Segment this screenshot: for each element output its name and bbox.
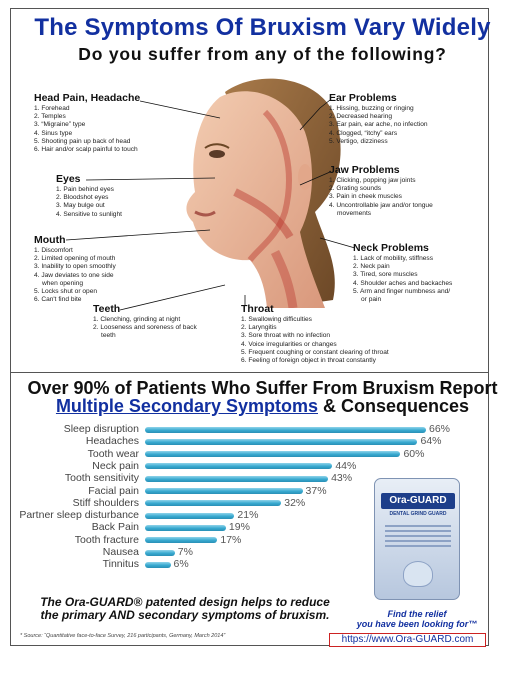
symptom-item: 2. Grating sounds — [329, 185, 382, 193]
product-package — [374, 478, 460, 600]
bar — [145, 513, 234, 519]
bar-value: 7% — [177, 546, 193, 558]
bar — [145, 488, 303, 494]
group-title: Teeth — [93, 303, 121, 315]
headline-rest: & Consequences — [318, 396, 470, 416]
bar-label: Headaches — [85, 435, 139, 448]
bar-label: Neck pain — [92, 459, 139, 472]
symptom-item: 2. Laryngitis — [241, 324, 277, 332]
bar — [145, 562, 171, 568]
bar-value: 43% — [331, 472, 353, 485]
group-title: Neck Problems — [353, 242, 429, 254]
symptom-item: 1. Pain behind eyes — [56, 186, 114, 193]
group-title: Head Pain, Headache — [34, 92, 141, 104]
symptom-item: 3. Tired, sore muscles — [353, 271, 418, 279]
symptom-item: 4. Jaw deviates to one side — [34, 271, 114, 279]
symptom-item: 4. Sinus type — [34, 129, 73, 137]
symptom-item: 3. May bulge out — [56, 202, 105, 210]
symptom-item: 2. Bloodshot eyes — [56, 194, 109, 202]
symptom-item: movements — [337, 209, 372, 217]
group-title: Ear Problems — [329, 92, 397, 104]
group-mouth — [34, 234, 116, 304]
symptom-item: 1. Discomfort — [34, 247, 73, 254]
product-brand: Ora-GUARD — [381, 493, 455, 509]
relief-text — [347, 609, 487, 629]
symptom-item: 1. Lack of mobility, stiffness — [353, 255, 434, 262]
product-text-lines — [385, 525, 451, 550]
secondary-symptoms-link[interactable]: Multiple Secondary Symptoms — [55, 396, 318, 416]
symptom-item: 5. Frequent coughing or constant clearing of throat — [241, 348, 389, 356]
tagline — [0, 596, 370, 622]
bar-label: Nausea — [102, 546, 139, 558]
bar — [145, 500, 281, 506]
bar-value: 21% — [237, 509, 259, 522]
symptom-item: 4. Shoulder aches and backaches — [353, 279, 453, 287]
bar-label: Sleep disruption — [63, 423, 139, 435]
guard-tray-image — [403, 561, 433, 587]
symptom-item: 3. Pain in cheek muscles — [329, 193, 402, 201]
symptom-item: 2. Decreased hearing — [329, 113, 393, 121]
group-teeth — [93, 303, 197, 341]
bar — [145, 476, 328, 482]
symptom-item: 6. Feeling of foreign object in throat constantly — [241, 357, 376, 365]
symptom-item: 3. “Migraine” type — [34, 121, 86, 129]
symptom-item: 2. Limited opening of mouth — [34, 255, 116, 263]
symptom-item: 1. Hissing, buzzing or ringing — [329, 105, 414, 112]
bar-label: Partner sleep disturbance — [19, 509, 139, 522]
bar-value: 66% — [429, 423, 451, 435]
symptom-item: 4. Voice irregularities or changes — [241, 340, 337, 348]
bar-value: 19% — [228, 521, 250, 534]
group-title: Jaw Problems — [329, 164, 400, 176]
bar-value: 44% — [335, 459, 357, 472]
symptom-item: when opening — [42, 279, 84, 287]
bar — [145, 463, 332, 469]
bar-label: Tooth wear — [87, 447, 139, 460]
symptom-item: 3. Ear pain, ear ache, no infection — [329, 121, 428, 129]
symptom-item: 5. Arm and finger numbness and/ — [353, 287, 451, 295]
bar-value: 17% — [220, 533, 242, 546]
bottom-headline-2 — [0, 396, 525, 417]
relief-line-1: Find the relief — [387, 609, 447, 619]
bar-label: Tinnitus — [102, 558, 139, 571]
bar-value: 60% — [403, 447, 425, 460]
symptom-item: 3. Sore throat with no infection — [241, 332, 331, 340]
bar-label: Tooth sensitivity — [64, 472, 139, 485]
bar — [145, 439, 417, 445]
bar-label: Stiff shoulders — [72, 496, 139, 509]
head-illustration — [165, 72, 355, 308]
section-divider — [10, 372, 489, 373]
symptom-item: 2. Looseness and soreness of back — [93, 324, 197, 332]
group-throat — [241, 303, 389, 365]
bar — [145, 427, 426, 433]
group-jaw-problems — [329, 164, 433, 218]
bar-label: Facial pain — [88, 484, 139, 497]
tagline-line-2: the primary AND secondary symptoms of bruxism. — [40, 608, 330, 622]
symptom-item: 6. Can't find bite — [34, 296, 82, 304]
bar-value: 6% — [173, 558, 189, 571]
symptom-item: 5. Vertigo, dizziness — [329, 137, 388, 145]
bar-label: Tooth fracture — [74, 533, 139, 546]
group-title: Eyes — [56, 173, 81, 185]
bar-value: 32% — [284, 496, 306, 509]
symptom-item: teeth — [101, 332, 116, 340]
symptom-item: 6. Hair and/or scalp painful to touch — [34, 146, 138, 154]
bar-value: 64% — [420, 435, 442, 448]
group-head-pain — [34, 92, 140, 154]
symptom-item: 5. Locks shut or open — [34, 288, 98, 296]
symptom-item: 1. Forehead — [34, 105, 70, 112]
group-neck-problems — [353, 242, 452, 304]
product-label: DENTAL GRIND GUARD — [389, 511, 447, 517]
tagline-line-1: The Ora-GUARD® patented design helps to reduce — [40, 595, 330, 609]
website-link[interactable]: https://www.Ora-GUARD.com — [329, 633, 486, 647]
symptom-item: 2. Temples — [34, 113, 66, 121]
group-title: Throat — [241, 303, 274, 315]
symptom-item: 4. Sensitive to sunlight — [56, 210, 122, 218]
symptom-item: 1. Swallowing difficulties — [241, 316, 312, 323]
symptom-item: 1. Clicking, popping jaw joints — [329, 177, 416, 184]
page-title: The Symptoms Of Bruxism Vary Widely — [34, 14, 491, 41]
bar — [145, 525, 226, 531]
page-subtitle: Do you suffer from any of the following? — [78, 44, 447, 64]
bar-label: Back Pain — [91, 521, 139, 534]
relief-line-2: you have been looking for™ — [356, 619, 478, 629]
bar — [145, 550, 175, 556]
bar — [145, 451, 400, 457]
symptom-item: 4. Uncontrollable jaw and/or tongue — [329, 201, 433, 209]
symptom-item: 1. Clenching, grinding at night — [93, 316, 181, 323]
source-footnote: * Source: “Quantitative face-to-face Survey, 216 participants, Germany, March 2014” — [20, 633, 226, 639]
group-eyes — [56, 173, 122, 219]
group-ear-problems — [329, 92, 428, 146]
symptom-item: or pain — [361, 296, 382, 304]
bottom-headline: Over 90% of Patients Who Suffer From Bruxism Report — [27, 378, 498, 398]
symptom-item: 5. Shooting pain up back of head — [34, 137, 131, 145]
symptom-item: 2. Neck pain — [353, 263, 390, 271]
symptom-item: 3. Inability to open smoothly — [34, 263, 116, 271]
symptom-item: 4. Clogged, “itchy” ears — [329, 129, 398, 137]
bar — [145, 537, 217, 543]
bar-value: 37% — [305, 484, 327, 497]
group-title: Mouth — [34, 234, 66, 246]
